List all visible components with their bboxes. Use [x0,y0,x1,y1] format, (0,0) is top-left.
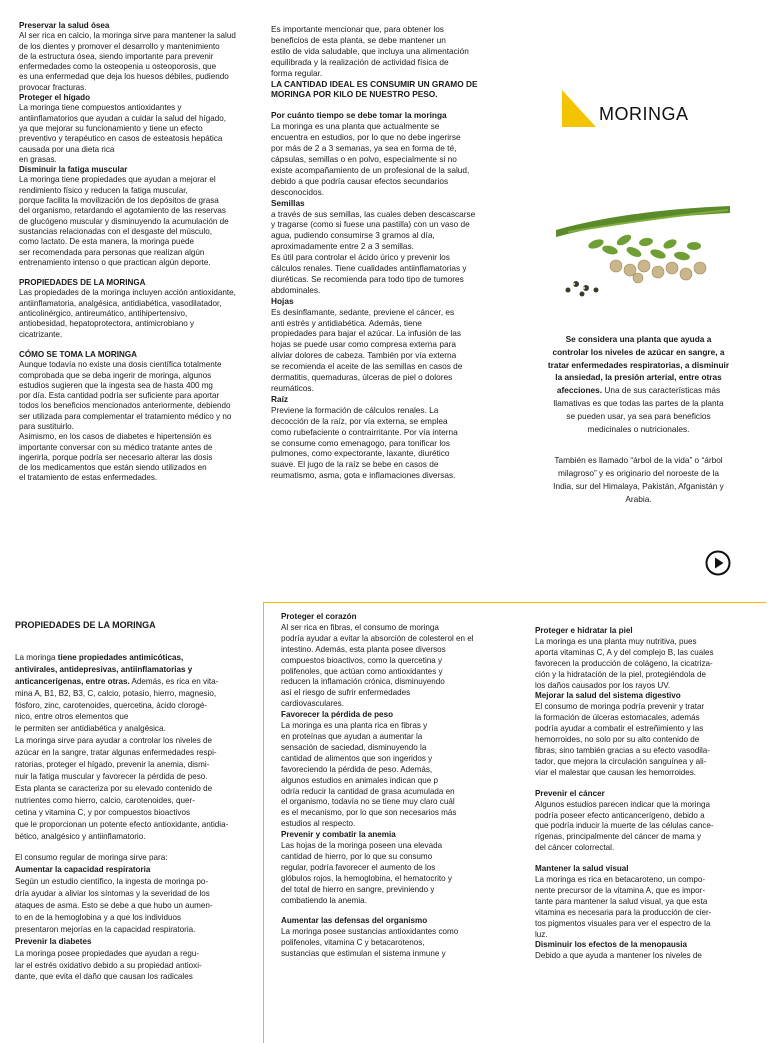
text-line: beneficios de esta planta, se debe mantener un [271,34,446,45]
text-line: a través de sus semillas, las cuales deben descascarse [271,208,476,219]
text-line: equilibrada y la realización de actividad física de [271,56,449,67]
text-heading: Disminuir los efectos de la menopausia [535,940,688,950]
text-heading: Preservar la salud ósea [19,21,110,30]
text-line: favoreciendo la pérdida de peso. Además, [281,764,433,774]
text-line: La moringa es una planta muy nutritiva, pues [535,636,697,646]
text-line: tador, que mejora la circulación sanguínea y ali- [535,756,707,766]
text-line: Al ser rica en fibras, el consumo de moringa [281,622,439,632]
text-line: Previene la formación de cálculos renales. La [271,404,439,415]
text-line: La moringa tiene compuestos antioxidantes y [19,103,182,113]
text-line: porque facilita la movilización de los depósitos de grasa [19,196,219,206]
text-line: hemorroides, no solo por su alto contenido de [535,735,700,745]
text-line: decocción de la raíz, por vía externa, se emplea [271,415,448,426]
text-line: viar el malestar que causan les hemorroides. [535,767,697,777]
text-line: nente precursor de la vitamina A, que es impor- [535,885,706,895]
text-line: La moringa es una planta rica en fibras y [281,721,428,731]
text-line: Debido a que ayuda a mantener los niveles de [535,951,702,961]
text-line: mina A, B1, B2, B3, C, calcio, potasio, hierro, magnesio, [15,688,217,698]
text-heading: Mejorar la salud del sistema digestivo [535,691,681,701]
text-heading: Raíz [271,393,289,404]
text-line: cálculos renales. Tiene cualidades antiinflamatorias y [271,263,467,274]
text-heading: Por cuánto tiempo se debe tomar la moringa [271,110,447,121]
text-heading: Proteger el corazón [281,612,357,621]
intro-tail: Una de sus características más [602,385,721,396]
text-heading: Aumentar las defensas del organismo [281,916,428,926]
text-line: intestino. Además, esta planta posee diversos [281,644,446,654]
text-line: sustancias que estimulan el sistema inmune y [281,949,446,959]
text-line: en grasas. [19,154,57,164]
text-line: suave. El jugo de la raíz se bebe en casos de [271,459,439,470]
text-line: de los dientes y promover el desarrollo y mantenimiento [19,41,220,51]
intro-extra-line: Arabia. [625,493,652,504]
column-right-bottom [535,626,714,962]
text-line: luz. [535,929,548,939]
text-line: que le proporcionan un potente efecto antioxidante, antidia- [15,819,229,829]
text-line: hojas se puede usar como compresa externa para [271,339,456,350]
text-line: en proteínas que ayudan a aumentar la [281,731,423,741]
text-line: provocar fracturas. [19,82,87,92]
text-line: diuréticas. Se recomienda para todo tipo de tumores [271,273,464,284]
text-line: La moringa es una planta que actualmente se [271,121,440,132]
text-line: como lactato. De esta manera, la moringa puede [19,237,195,247]
text-heading: PROPIEDADES DE LA MORINGA [19,278,146,288]
text-line: vitamina es necesaria para la producción de cier- [535,907,712,917]
intro-line [536,359,741,372]
text-line: cápsulas, semillas o en polvo, especialmente si no [271,153,457,164]
text-line: presentaron mejorías en la capacidad respiratoria. [15,924,196,934]
text-line: ción y la hidratación de la piel, protegiéndola de [535,669,706,679]
text-line: por más de 2 a 3 semanas, ya sea en forma de té, [271,143,457,154]
text-line: podría ayudar a evitar la absorción de colesterol en el [281,633,474,643]
text-line: ingerirla, porque podría ser necesario alterar las dosis [19,452,213,462]
text-line: nutrientes como hierro, calcio, carotenoides, quer- [15,795,195,805]
text-line: Según un estudio científico, la ingesta de moringa po- [15,877,209,887]
intro-bold: la ansiedad, la presión arterial, entre otras [555,372,722,383]
text-line: cicatrizante. [19,329,63,339]
text-line: regular, podría favorecer el aumento de los [281,862,436,872]
text-line: como rubefaciente o contrairritante. Por vía interna [271,426,458,437]
brand-triangle-icon [562,90,596,127]
text-heading: Prevenir la diabetes [15,936,92,946]
text-line [19,340,264,350]
column-left-top [19,21,264,484]
text-line: entrenamiento intenso o que practican algún deporte. [19,257,211,267]
text-line: Asimismo, en los casos de diabetes e hipertensión es [19,432,212,442]
text-line: La moringa posee propiedades que ayudan a regu- [15,948,200,958]
column-left-bottom [15,620,228,983]
brand-title: MORINGA [599,104,689,124]
text-line: anticolinérgico, antireumático, antihipertensivo, [19,309,188,319]
text-line: sustancias relacionadas con el desgaste del músculo, [19,226,213,236]
text-line: sensación de saciedad, disminuyendo la [281,742,427,752]
text-line: ser recomendada para personas que realizan algún [19,247,205,257]
text-line: del cáncer colorrectal. [535,843,615,853]
text-line: estudios sugieren que la ingesta sea de hasta 400 mg [19,380,213,390]
text-line: así el riesgo de sufrir enfermedades [281,688,411,698]
intro-line: medicinales o nutricionales. [587,423,690,434]
text-line [271,100,511,110]
text-line: cantidad de alimentos que son ingeridos y [281,753,433,763]
intro-bold: controlar los niveles de azúcar en sangre, a [552,346,725,357]
text-line: rendimiento físico y reducen la fatiga muscular, [19,185,188,195]
text-line: desconocidos. [271,186,325,197]
text-line: importante conversar con su médico tratante antes de [19,442,213,452]
column-middle-top [271,24,511,481]
text-line: estudios al respecto. [281,819,356,829]
text-line: pulmones, como expectorante, laxante, diurético [271,448,450,459]
text-line: glóbulos rojos, la hemoglobina, el hematocrito y [281,873,452,883]
text-line: Las propiedades de la moringa incluyen acción antioxidante, [19,288,236,298]
text-line: de glucógeno muscular y disminuyendo la acumulación de [19,216,229,226]
text-line: Es desinflamante, sedante, previene el cáncer, es [271,306,455,317]
intro-line [536,384,741,397]
text-line: polifenoles, que actúan como antioxidantes y [281,666,443,676]
intro-line [536,346,741,359]
text-line: antiinflamatoria, analgésica, antidiabética, vasodilatador, [19,298,222,308]
intro-line: se pueden usar, ya sea para beneficios [566,410,711,421]
text-line: comprobada que se deba ingerir de moringa, algunos [19,370,212,380]
text-line [535,779,714,789]
text-line: dría ayudar a aliviar los síntomas y la severidad de los [15,889,210,899]
text-heading: LA CANTIDAD IDEAL ES CONSUMIR UN GRAMO DE [271,78,478,89]
text-line: ataques de asma. Esto se debe a que hubo un aumen- [15,901,213,911]
text-line: es una enfermedad que deja los huesos débiles, pudiendo [19,72,229,82]
text-line: todos los beneficios mencionados anteriormente, debiendo [19,401,231,411]
text-line: enfermedades como la osteopenia u osteoporosis, que [19,62,217,72]
text-line: algunos estudios en animales indican que p [281,775,439,785]
text-heading: Disminuir la fatiga muscular [19,165,128,175]
text-line: reumáticos. [271,383,314,393]
text-heading: CÓMO SE TOMA LA MORINGA [19,349,137,359]
text-line [281,906,474,916]
text-line: nuir la fatiga muscular y favorecer la pérdida de peso. [15,771,208,781]
text-heading: Proteger e hidratar la piel [535,626,633,635]
text-line: forma regular. [271,67,323,78]
text-line: Al ser rica en calcio, la moringa sirve para mantener la salud [19,31,236,41]
intro-line: llamativas es que todas las partes de la planta [553,397,724,408]
text-line: existe acompañamiento de un profesional de la salud, [271,164,470,175]
text-line: favorecen la producción de colágeno, la cicatriza- [535,658,713,668]
text-line: nico, entre otros elementos que [15,712,129,722]
text-heading: MORINGA POR KILO DE NUESTRO PESO. [271,89,438,100]
intro-bold: Se considera una planta que ayuda a [565,334,712,344]
text-line: propiedades para bajar el azúcar. La infusión de las [271,328,462,339]
text-line: El consumo de moringa podría prevenir y tratar [535,702,705,712]
text-line: La moringa posee sustancias antioxidantes como [281,927,459,937]
intro-bold: tratar enfermedades respiratorias, a disminuir [547,359,730,370]
text-line: por día. Esta cantidad podría ser suficiente para aportar [19,391,220,401]
text-line: tante para mantener la salud visual, ya que esta [535,896,708,906]
intro-bold: afecciones. [556,385,603,396]
text-heading: Proteger el hígado [19,93,91,103]
text-heading: Aumentar la capacidad respiratoria [15,865,151,875]
text-line: es el mecanismo, por lo que son necesarios más [281,808,457,818]
text-line: estilo de vida saludable, que incluya una alimentación [271,45,469,56]
text-line: reducen la inflamación crónica, disminuyendo [281,677,445,687]
text-line: del organismo, retardando el agotamiento de las reservas [19,206,226,216]
text-run: anticancerígenas, entre otras. [15,676,130,686]
text-line: bético, analgésico y antiinflamatorio. [15,831,146,841]
moringa-photo [538,180,733,302]
text-line: de los medicamentos que están siendo utilizados en [19,463,207,473]
text-line: cetina y vitamina C, y por compuestos bioactivos [15,807,190,817]
text-line: compuestos bioactivos, como la quercetina y [281,655,443,665]
text-line: causada por una dieta rica [19,144,115,154]
text-line: ya que mejorar su funcionamiento y tiene un efecto [19,123,203,133]
text-line: La moringa tiene propiedades que ayudan a mejorar el [19,175,216,185]
text-line: anti estrés y antidiabética. Además, tiene [271,317,422,328]
text-line: el tratamiento de estas enfermedades. [19,473,158,483]
text-line: cantidad de hierro, por lo que su consumo [281,851,433,861]
text-heading: Mantener la salud visual [535,864,629,874]
text-heading: Prevenir el cáncer [535,788,605,798]
text-line: podría ayudar a combatir el estreñimiento y las [535,724,704,734]
text-line: encuentra en estudios, por lo que no debe ingerirse [271,132,461,143]
text-heading: Prevenir y combatir la anemia [281,830,396,840]
text-line: fibras, sino también gracias a su efecto vasodila- [535,745,711,755]
text-line: cardiovasculares. [281,699,344,709]
text-line: rígenas, principalmente del cáncer de mama y [535,832,702,842]
intro-text [536,333,741,506]
text-line: ratorias, proteger el hígado, prevenir la anemia, dismi- [15,760,210,770]
brand-header [562,90,732,130]
text-line: odría reducir la cantidad de grasa acumulada en [281,786,455,796]
text-run: Además, es rica en vita- [129,676,219,686]
text-heading: antivirales, antidepresivas, antiinflamatorias y [15,664,193,674]
text-line: fósforo, zinc, carotenoides, quercetina, ácido clorogé- [15,700,208,710]
text-line: lar el estrés oxidativo debido a su propiedad antioxi- [15,960,202,970]
intro-line [536,333,741,346]
text-run: La moringa [15,652,58,662]
text-line: Es importante mencionar que, para obtener los [271,24,444,34]
text-line: del total de hierro en sangre, previniendo y [281,884,435,894]
text-run: tiene propiedades antimicóticas, [57,652,184,662]
intro-extra-line: milagroso” y es originario del noroeste de la [558,468,719,479]
text-line: que podría inducir la muerte de las células cance- [535,821,714,831]
text-line: polifenoles, vitamina C y betacarotenos, [281,938,425,948]
text-line: y tragarse (como si fuese una pastilla) con un vaso de [271,219,470,230]
text-line: dermatitis, quemaduras, úlceras de piel o dolores [271,372,453,383]
text-line: La moringa es rica en betacaroteno, un compo- [535,875,706,885]
text-line: aproximadamente entre 2 a 3 semillas. [271,241,414,252]
text-line: agua, pudiendo consumirse 3 gramos al día, [271,230,435,241]
text-line: aliviar dolores de cabeza. También por vía externa [271,350,457,361]
text-line: Aunque todavía no existe una dosis científica totalmente [19,360,222,370]
text-line: Las hojas de la moringa poseen una elevada [281,841,443,851]
text-line: dante, que evita el daño que causan los radicales [15,972,193,982]
text-line: El consumo regular de moringa sirve para: [15,853,168,863]
text-line: los daños causados por los rayos UV. [535,680,671,690]
text-line: le permiten ser antidiabética y analgésica. [15,724,166,734]
text-line: aporta vitaminas C, A y del complejo B, las cuales [535,647,714,657]
text-line: combatiendo la anemia. [281,895,367,905]
text-heading: Hojas [271,295,294,306]
text-line: azúcar en la sangre, tratar algunas enfermedades respi- [15,748,217,758]
text-line: ser utilizada para complementar el tratamiento médico y no [19,411,232,421]
text-line: Es útil para controlar el ácido úrico y prevenir los [271,252,450,263]
text-line [15,676,228,688]
text-line: La moringa sirve para ayudar a controlar los niveles de [15,736,213,746]
text-line: preventivo y terapéutico en casos de esteatosis hepática [19,134,223,144]
text-line: de la estructura ósea, siendo importante para prevenir [19,51,214,61]
text-line: debido a que podría causar efectos secundarios [271,175,449,186]
text-line: podría poseer efecto anticancerígeno, debido a [535,810,705,820]
text-line: to en de la hemoglobina y a que los individuos [15,912,182,922]
text-line: antiobesidad, hepatoprotectora, antimicrobiano y [19,319,195,329]
intro-extra-line: También es llamado “árbol de la vida” o “árbol [554,455,723,466]
text-heading: Favorecer la pérdida de peso [281,710,394,720]
section-title: PROPIEDADES DE LA MORINGA [15,620,156,630]
text-line: la formación de úlceras estomacales, además [535,713,700,723]
text-line: el organismo, todavía no se tiene muy claro cuál [281,797,455,807]
text-line [15,842,228,852]
play-button-icon[interactable] [705,550,731,576]
text-line [19,268,264,278]
text-line: tos pigmentos visuales para ver el espectro de la [535,918,711,928]
column-middle-bottom [281,612,474,960]
text-line [15,652,228,664]
text-line: Algunos estudios parecen indicar que la moringa [535,799,711,809]
text-line [535,854,714,864]
intro-line [536,371,741,384]
text-heading: Semillas [271,197,305,208]
intro-extra-line: India, sur del Himalaya, Pakistán, Afganistán y [553,480,724,491]
text-line: reumatismo, asma, gota e inflamaciones diversas. [271,470,456,481]
text-line: se recomienda el aceite de las semillas en casos de [271,361,463,372]
text-line: abdominales. [271,284,321,295]
text-line: antiinflamatorios que ayudan a cuidar la salud del hígado, [19,113,226,123]
text-line: Esta planta se caracteriza por su elevado contenido de [15,783,213,793]
text-line: se consume como emenagogo, para tonificar los [271,437,450,448]
text-line: para sustituirlo. [19,421,74,431]
